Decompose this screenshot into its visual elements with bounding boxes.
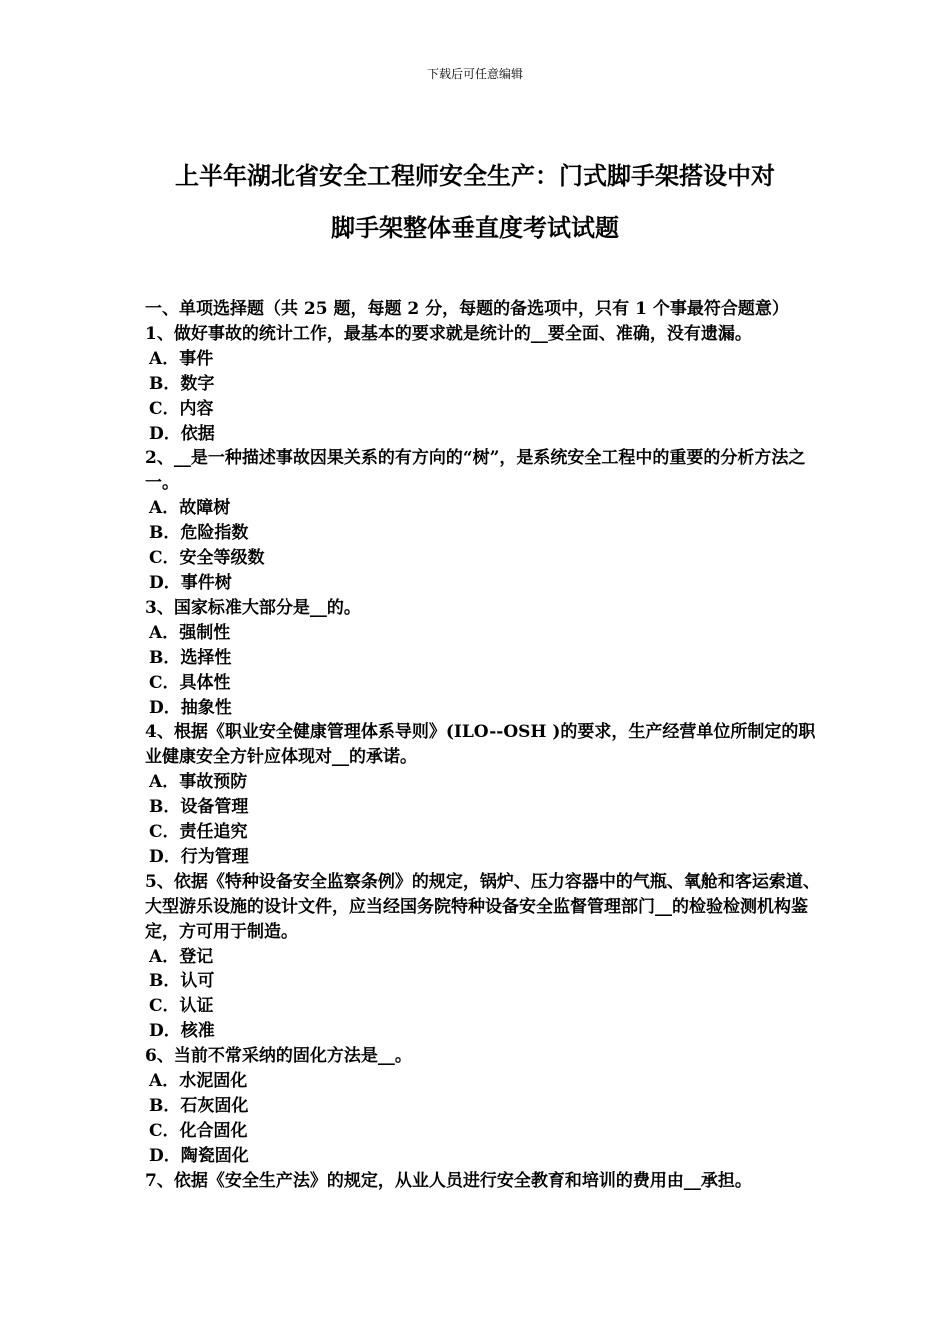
- question-stem: 4、根据《职业安全健康管理体系导则》(ILO--OSH )的要求，生产经营单位所制定的职业健康安全方针应体现对__的承诺。: [145, 722, 816, 768]
- option-c: C．具体性: [149, 672, 231, 693]
- option-d: D．核准: [149, 1021, 215, 1042]
- question-7: [145, 1169, 825, 1194]
- question-stem: 5、依据《特种设备安全监察条例》的规定，锅炉、压力容器中的气瓶、氧舱和客运索道、大型游乐设施的设计文件，应当经国务院特种设备安全监督管理部门__的检验检测机构鉴定，方可用于制造。: [145, 871, 820, 942]
- question-stem: 1、做好事故的统计工作，最基本的要求就是统计的__要全面、准确，没有遗漏。: [145, 323, 752, 344]
- option-c: C．责任追究: [149, 822, 248, 843]
- question-1: [145, 322, 825, 447]
- question-stem: 7、依据《安全生产法》的规定，从业人员进行安全教育和培训的费用由__承担。: [145, 1170, 752, 1191]
- option-d: D．事件树: [149, 572, 232, 593]
- question-6: [145, 1044, 825, 1169]
- option-d: D．行为管理: [149, 846, 249, 867]
- question-5: [145, 870, 825, 1044]
- option-b: B．选择性: [149, 647, 232, 668]
- option-b: B．认可: [149, 971, 215, 992]
- question-2: [145, 446, 825, 595]
- option-b: B．石灰固化: [149, 1096, 249, 1116]
- option-b: B．设备管理: [149, 797, 249, 818]
- option-b: B．危险指数: [149, 523, 249, 544]
- option-d: D．陶瓷固化: [149, 1145, 249, 1166]
- option-c: C．化合固化: [149, 1120, 248, 1141]
- section-heading: 一、单项选择题（共 25 题，每题 2 分，每题的备选项中，只有 1 个事最符合题意）: [145, 299, 789, 319]
- option-a: A．事故预防: [149, 772, 248, 793]
- option-a: A．故障树: [149, 498, 231, 519]
- question-4: [145, 720, 825, 869]
- option-a: A．强制性: [149, 622, 231, 643]
- option-a: A．登记: [149, 946, 214, 967]
- title-line-2: 脚手架整体垂直度考试试题: [331, 213, 619, 242]
- document-title: [110, 150, 840, 254]
- question-stem: 6、当前不常采纳的固化方法是__。: [145, 1046, 412, 1067]
- option-a: A．事件: [149, 348, 214, 369]
- title-line-1: 上半年湖北省安全工程师安全生产：门式脚手架搭设中对: [175, 161, 775, 190]
- question-list: [145, 297, 825, 1194]
- option-c: C．安全等级数: [149, 548, 265, 569]
- option-d: D．抽象性: [149, 697, 232, 718]
- question-stem: 3、国家标准大部分是__的。: [145, 597, 361, 618]
- option-d: D．依据: [149, 423, 215, 444]
- option-a: A．水泥固化: [149, 1071, 248, 1092]
- question-stem: 2、__是一种描述事故因果关系的有方向的“树”，是系统安全工程中的重要的分析方法之一。: [145, 448, 806, 494]
- header-note: 下载后可任意编辑: [426, 67, 523, 81]
- option-b: B．数字: [149, 373, 215, 394]
- question-3: [145, 596, 825, 721]
- option-c: C．认证: [149, 996, 214, 1017]
- option-c: C．内容: [149, 398, 214, 419]
